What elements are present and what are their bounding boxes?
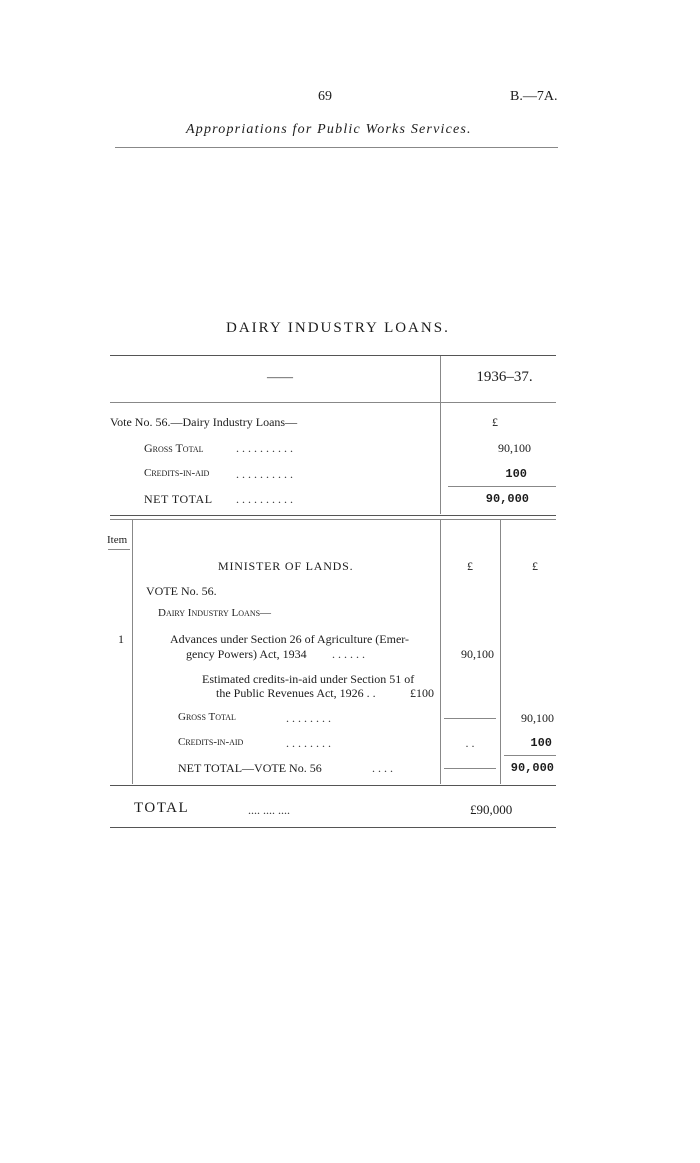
summary-net-value: 90,000 xyxy=(485,492,529,506)
document-reference: B.—7A. xyxy=(510,89,558,104)
summary-bottom-rule xyxy=(110,515,556,516)
summary-header-rule xyxy=(110,402,556,403)
detail-estimated-line1: Estimated credits-in-aid under Section 51 of xyxy=(202,672,415,686)
detail-item-value: 90,100 xyxy=(461,647,494,661)
detail-item-desc-line1: Advances under Section 26 of Agriculture (Emer- xyxy=(170,632,410,646)
detail-net-rule xyxy=(444,768,496,769)
detail-estimated-line2: the Public Revenues Act, 1926 . . xyxy=(216,686,376,700)
summary-pound-sign: £ xyxy=(492,415,498,429)
running-title: Appropriations for Public Works Services. xyxy=(186,122,472,137)
detail-ministry-heading: MINISTER OF LANDS. xyxy=(218,559,354,573)
detail-item-desc-dots: . . . . . . xyxy=(332,647,365,661)
detail-net-label: NET TOTAL—VOTE No. 56 xyxy=(178,761,322,775)
grand-total-label: TOTAL xyxy=(134,800,190,816)
detail-top-rule xyxy=(110,519,556,520)
summary-col-year: 1936–37. xyxy=(476,369,533,385)
detail-item-divider xyxy=(132,520,133,784)
detail-gross-value: 90,100 xyxy=(521,711,554,725)
detail-column-divider-a xyxy=(440,520,441,784)
detail-credits-mid-dots: . . xyxy=(465,736,475,750)
detail-gross-label: Gross Total xyxy=(178,711,236,723)
detail-vote-heading: Dairy Industry Loans— xyxy=(158,607,272,619)
detail-item-desc-line2: gency Powers) Act, 1934 xyxy=(186,647,307,661)
detail-item-header-rule xyxy=(108,549,130,550)
summary-vote-line: Vote No. 56.—Dairy Industry Loans— xyxy=(110,415,298,429)
summary-credits-value: 100 xyxy=(505,467,527,481)
detail-pound-a: £ xyxy=(467,559,473,573)
detail-pound-b: £ xyxy=(532,559,538,573)
summary-subtotal-rule xyxy=(448,486,556,487)
detail-subtotal-rule xyxy=(504,755,556,756)
detail-net-dots: . . . . xyxy=(372,761,393,775)
summary-gross-value: 90,100 xyxy=(498,441,531,455)
header-rule xyxy=(115,147,558,148)
detail-item-number: 1 xyxy=(118,632,124,646)
summary-credits-label: Credits-in-aid xyxy=(144,467,210,479)
detail-net-value: 90,000 xyxy=(510,761,554,775)
summary-net-dots: . . . . . . . . . . xyxy=(236,492,293,506)
summary-top-rule xyxy=(110,355,556,356)
grand-total-value: £90,000 xyxy=(470,802,513,817)
detail-estimated-amount: £100 xyxy=(410,686,434,700)
summary-column-divider xyxy=(440,356,441,514)
summary-col-dash: —— xyxy=(267,369,293,384)
detail-item-header: Item xyxy=(107,534,128,546)
grand-total-rule xyxy=(110,827,556,828)
detail-bottom-rule xyxy=(110,785,556,786)
page-number: 69 xyxy=(318,89,332,104)
summary-net-label: NET TOTAL xyxy=(144,492,213,506)
detail-gross-rule xyxy=(444,718,496,719)
summary-gross-dots: . . . . . . . . . . xyxy=(236,441,293,455)
detail-gross-dots: . . . . . . . . xyxy=(286,711,331,725)
detail-column-divider-b xyxy=(500,520,501,784)
summary-credits-dots: . . . . . . . . . . xyxy=(236,467,293,481)
detail-vote-no: VOTE No. 56. xyxy=(146,584,217,598)
detail-credits-label: Credits-in-aid xyxy=(178,736,244,748)
detail-credits-dots: . . . . . . . . xyxy=(286,736,331,750)
summary-gross-label: Gross Total xyxy=(144,441,204,455)
grand-total-dots: .... .... .... xyxy=(248,803,290,817)
section-title: DAIRY INDUSTRY LOANS. xyxy=(226,320,450,336)
detail-credits-value: 100 xyxy=(530,736,552,750)
